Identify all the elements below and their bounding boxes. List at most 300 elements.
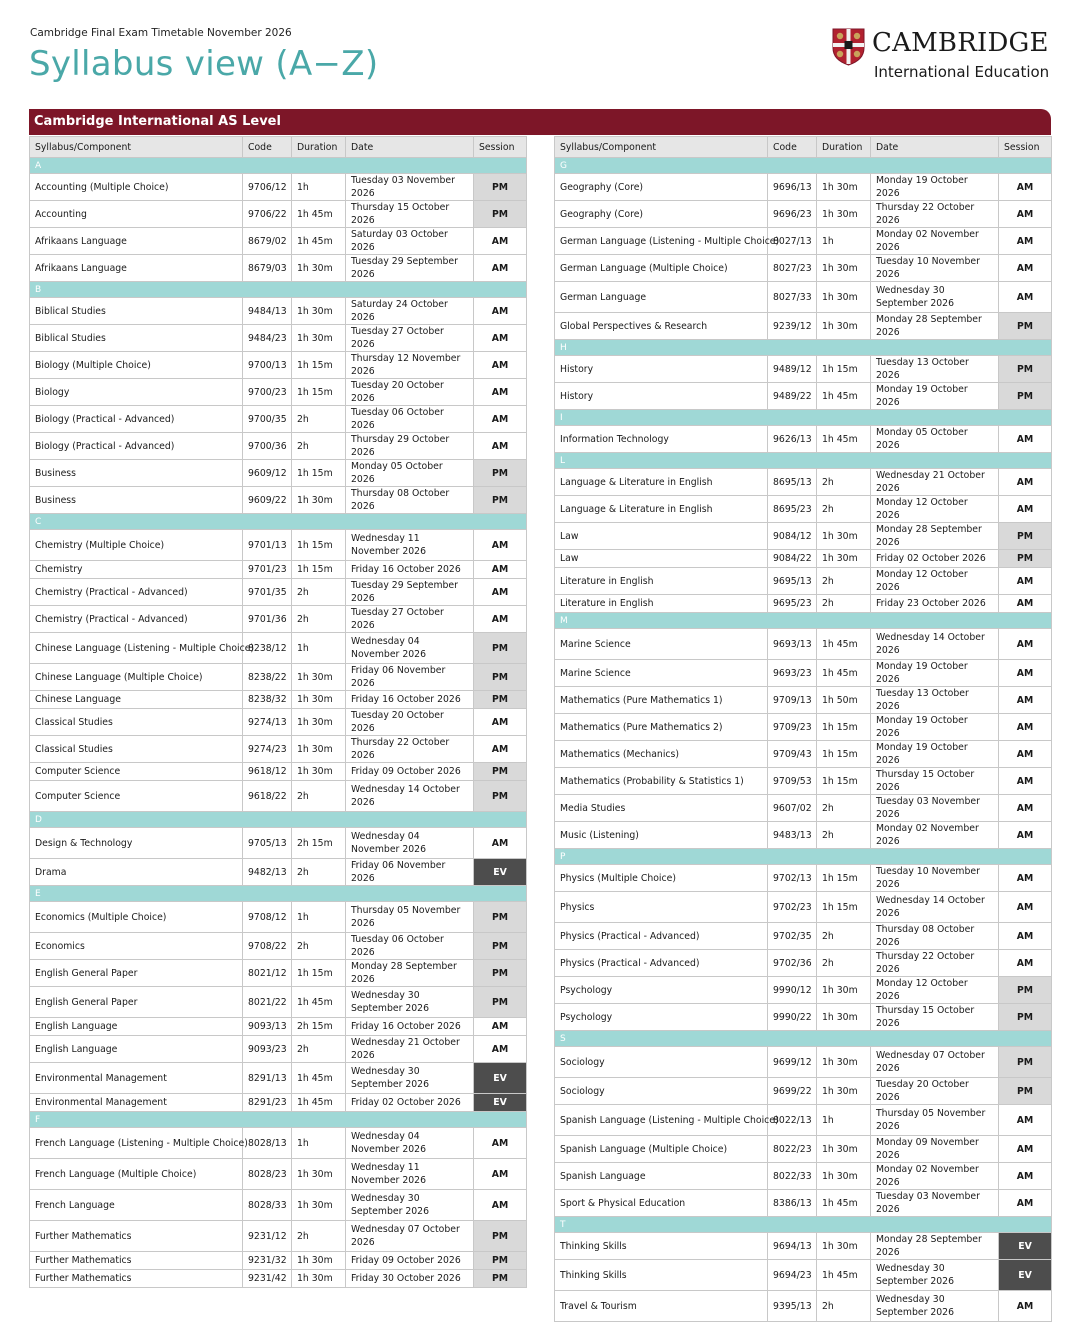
date-cell: Monday 02 November 2026 <box>871 228 999 255</box>
syllabus-cell: Global Perspectives & Research <box>555 313 768 340</box>
date-cell: Saturday 03 October 2026 <box>346 228 474 255</box>
duration-cell: 1h 45m <box>292 987 346 1018</box>
syllabus-cell: Computer Science <box>30 781 243 812</box>
code-cell: 8027/13 <box>768 228 817 255</box>
duration-cell: 1h <box>292 633 346 664</box>
date-cell: Tuesday 29 September 2026 <box>346 579 474 606</box>
letter-section-row <box>30 812 527 828</box>
letter-section-row <box>30 1112 527 1128</box>
syllabus-cell: Thinking Skills <box>555 1233 768 1260</box>
syllabus-cell: Spanish Language (Multiple Choice) <box>555 1136 768 1163</box>
header-row <box>555 137 1052 158</box>
letter-section-row <box>555 340 1052 356</box>
session-cell: AM <box>999 795 1052 822</box>
table-row <box>30 859 527 886</box>
table-row <box>555 568 1052 595</box>
col-date: Date <box>871 137 999 158</box>
date-cell: Wednesday 07 October 2026 <box>346 1221 474 1252</box>
session-cell: EV <box>474 1063 527 1094</box>
letter-section-row <box>555 453 1052 469</box>
table-row <box>30 298 527 325</box>
table-row <box>30 664 527 691</box>
duration-cell: 1h 15m <box>817 741 871 768</box>
syllabus-cell: Environmental Management <box>30 1094 243 1112</box>
code-cell: 9618/12 <box>243 763 292 781</box>
duration-cell: 1h 15m <box>817 892 871 923</box>
code-cell: 8291/23 <box>243 1094 292 1112</box>
duration-cell: 2h <box>292 606 346 633</box>
session-cell: AM <box>474 1036 527 1063</box>
section-letter: C <box>30 514 527 530</box>
section-letter: D <box>30 812 527 828</box>
date-cell: Thursday 08 October 2026 <box>346 487 474 514</box>
session-cell: AM <box>474 828 527 859</box>
session-cell: AM <box>999 174 1052 201</box>
letter-section-row <box>30 514 527 530</box>
table-row <box>30 255 527 282</box>
date-cell: Wednesday 30 September 2026 <box>346 987 474 1018</box>
session-cell: PM <box>999 383 1052 410</box>
date-cell: Thursday 29 October 2026 <box>346 433 474 460</box>
table-row <box>555 714 1052 741</box>
syllabus-cell: Mathematics (Probability & Statistics 1) <box>555 768 768 795</box>
duration-cell: 2h <box>817 469 871 496</box>
syllabus-cell: Chemistry (Practical - Advanced) <box>30 579 243 606</box>
table-row <box>30 933 527 960</box>
duration-cell: 1h 15m <box>292 379 346 406</box>
code-cell: 8027/33 <box>768 282 817 313</box>
code-cell: 9693/13 <box>768 629 817 660</box>
syllabus-cell: French Language (Multiple Choice) <box>30 1159 243 1190</box>
syllabus-cell: English Language <box>30 1018 243 1036</box>
duration-cell: 1h <box>292 174 346 201</box>
syllabus-cell: Physics (Practical - Advanced) <box>555 923 768 950</box>
code-cell: 9990/12 <box>768 977 817 1004</box>
date-cell: Tuesday 20 October 2026 <box>346 379 474 406</box>
code-cell: 9489/22 <box>768 383 817 410</box>
syllabus-cell: Chemistry (Multiple Choice) <box>30 530 243 561</box>
table-row <box>30 174 527 201</box>
duration-cell: 2h <box>292 406 346 433</box>
syllabus-cell: History <box>555 383 768 410</box>
table-row <box>30 1270 527 1288</box>
duration-cell: 1h 15m <box>817 768 871 795</box>
section-letter: A <box>30 158 527 174</box>
timetable-right <box>554 136 1052 1322</box>
table-row <box>30 633 527 664</box>
date-cell: Tuesday 06 October 2026 <box>346 933 474 960</box>
code-cell: 9708/12 <box>243 902 292 933</box>
syllabus-cell: Computer Science <box>30 763 243 781</box>
date-cell: Monday 19 October 2026 <box>871 383 999 410</box>
syllabus-cell: Literature in English <box>555 595 768 613</box>
syllabus-cell: Classical Studies <box>30 709 243 736</box>
date-cell: Monday 05 October 2026 <box>871 426 999 453</box>
section-letter: H <box>555 340 1052 356</box>
duration-cell: 1h 30m <box>292 763 346 781</box>
code-cell: 9708/22 <box>243 933 292 960</box>
duration-cell: 1h 30m <box>292 1159 346 1190</box>
session-cell: AM <box>474 255 527 282</box>
syllabus-cell: Mathematics (Pure Mathematics 1) <box>555 687 768 714</box>
col-syllabus: Syllabus/Component <box>30 137 243 158</box>
duration-cell: 2h <box>292 579 346 606</box>
code-cell: 9618/22 <box>243 781 292 812</box>
date-cell: Tuesday 03 November 2026 <box>346 174 474 201</box>
timetable-left <box>29 136 527 1288</box>
table-row <box>30 1018 527 1036</box>
syllabus-cell: Mathematics (Mechanics) <box>555 741 768 768</box>
date-cell: Tuesday 27 October 2026 <box>346 606 474 633</box>
table-row <box>30 1221 527 1252</box>
col-date: Date <box>346 137 474 158</box>
code-cell: 9489/12 <box>768 356 817 383</box>
syllabus-cell: Psychology <box>555 977 768 1004</box>
cambridge-logo <box>832 28 1052 84</box>
duration-cell: 2h 15m <box>292 828 346 859</box>
syllabus-cell: Law <box>555 550 768 568</box>
session-cell: PM <box>474 691 527 709</box>
date-cell: Wednesday 14 October 2026 <box>871 629 999 660</box>
syllabus-cell: History <box>555 356 768 383</box>
date-cell: Monday 02 November 2026 <box>871 822 999 849</box>
date-cell: Wednesday 30 September 2026 <box>871 1260 999 1291</box>
session-cell: PM <box>474 460 527 487</box>
duration-cell: 1h 30m <box>817 550 871 568</box>
duration-cell: 1h 30m <box>292 1190 346 1221</box>
syllabus-cell: Media Studies <box>555 795 768 822</box>
date-cell: Tuesday 20 October 2026 <box>346 709 474 736</box>
duration-cell: 1h 45m <box>817 660 871 687</box>
syllabus-cell: Further Mathematics <box>30 1252 243 1270</box>
section-letter: I <box>555 410 1052 426</box>
table-row <box>555 496 1052 523</box>
duration-cell: 2h <box>817 1291 871 1322</box>
letter-section-row <box>555 1031 1052 1047</box>
syllabus-cell: French Language <box>30 1190 243 1221</box>
table-row <box>555 356 1052 383</box>
code-cell: 8021/12 <box>243 960 292 987</box>
duration-cell: 1h 30m <box>817 282 871 313</box>
session-cell: AM <box>999 1136 1052 1163</box>
syllabus-cell: Economics (Multiple Choice) <box>30 902 243 933</box>
code-cell: 9990/22 <box>768 1004 817 1031</box>
duration-cell: 1h 30m <box>292 255 346 282</box>
duration-cell: 1h 15m <box>817 356 871 383</box>
duration-cell: 1h 30m <box>292 298 346 325</box>
table-row <box>30 530 527 561</box>
session-cell: AM <box>999 892 1052 923</box>
syllabus-cell: Biology (Practical - Advanced) <box>30 406 243 433</box>
date-cell: Monday 19 October 2026 <box>871 174 999 201</box>
duration-cell: 1h 45m <box>817 1190 871 1217</box>
session-cell: EV <box>999 1260 1052 1291</box>
date-cell: Thursday 12 November 2026 <box>346 352 474 379</box>
code-cell: 8028/33 <box>243 1190 292 1221</box>
session-cell: AM <box>999 228 1052 255</box>
letter-section-row <box>30 282 527 298</box>
date-cell: Thursday 22 October 2026 <box>346 736 474 763</box>
session-cell: AM <box>474 228 527 255</box>
syllabus-cell: Music (Listening) <box>555 822 768 849</box>
table-row <box>555 550 1052 568</box>
table-row <box>30 379 527 406</box>
code-cell: 9706/12 <box>243 174 292 201</box>
date-cell: Friday 06 November 2026 <box>346 859 474 886</box>
code-cell: 8021/22 <box>243 987 292 1018</box>
code-cell: 9701/35 <box>243 579 292 606</box>
code-cell: 9274/23 <box>243 736 292 763</box>
table-row <box>555 201 1052 228</box>
session-cell: PM <box>999 1047 1052 1078</box>
syllabus-cell: Further Mathematics <box>30 1270 243 1288</box>
letter-section-row <box>30 158 527 174</box>
date-cell: Tuesday 20 October 2026 <box>871 1078 999 1105</box>
syllabus-cell: German Language <box>555 282 768 313</box>
date-cell: Wednesday 04 November 2026 <box>346 828 474 859</box>
date-cell: Tuesday 10 November 2026 <box>871 255 999 282</box>
code-cell: 9231/12 <box>243 1221 292 1252</box>
date-cell: Tuesday 06 October 2026 <box>346 406 474 433</box>
date-cell: Tuesday 13 October 2026 <box>871 687 999 714</box>
code-cell: 9709/43 <box>768 741 817 768</box>
syllabus-cell: English Language <box>30 1036 243 1063</box>
code-cell: 9701/36 <box>243 606 292 633</box>
code-cell: 9607/02 <box>768 795 817 822</box>
session-cell: AM <box>474 1128 527 1159</box>
date-cell: Tuesday 03 November 2026 <box>871 795 999 822</box>
table-row <box>30 1190 527 1221</box>
session-cell: AM <box>999 1190 1052 1217</box>
session-cell: AM <box>999 660 1052 687</box>
duration-cell: 1h 15m <box>292 530 346 561</box>
logo-subtitle: International Education <box>874 63 1050 81</box>
duration-cell: 2h <box>292 433 346 460</box>
duration-cell: 2h <box>817 822 871 849</box>
table-row <box>555 795 1052 822</box>
table-row <box>555 1233 1052 1260</box>
session-cell: AM <box>999 687 1052 714</box>
syllabus-cell: Biology (Multiple Choice) <box>30 352 243 379</box>
section-letter: M <box>555 613 1052 629</box>
date-cell: Monday 28 September 2026 <box>871 523 999 550</box>
date-cell: Monday 19 October 2026 <box>871 714 999 741</box>
session-cell: PM <box>999 523 1052 550</box>
code-cell: 9702/36 <box>768 950 817 977</box>
syllabus-cell: Design & Technology <box>30 828 243 859</box>
code-cell: 9483/13 <box>768 822 817 849</box>
syllabus-cell: Environmental Management <box>30 1063 243 1094</box>
date-cell: Wednesday 30 September 2026 <box>346 1190 474 1221</box>
code-cell: 9699/12 <box>768 1047 817 1078</box>
duration-cell: 1h 45m <box>817 383 871 410</box>
session-cell: AM <box>999 426 1052 453</box>
table-row <box>30 828 527 859</box>
session-cell: AM <box>474 298 527 325</box>
table-row <box>30 606 527 633</box>
col-session: Session <box>999 137 1052 158</box>
col-code: Code <box>768 137 817 158</box>
syllabus-cell: French Language (Listening - Multiple Choice) <box>30 1128 243 1159</box>
code-cell: 9696/13 <box>768 174 817 201</box>
code-cell: 8238/22 <box>243 664 292 691</box>
code-cell: 9093/13 <box>243 1018 292 1036</box>
section-letter: T <box>555 1217 1052 1233</box>
session-cell: AM <box>999 629 1052 660</box>
session-cell: PM <box>474 1270 527 1288</box>
session-cell: AM <box>474 606 527 633</box>
date-cell: Monday 28 September 2026 <box>871 313 999 340</box>
duration-cell: 1h 30m <box>292 1270 346 1288</box>
table-row <box>30 1252 527 1270</box>
table-row <box>555 469 1052 496</box>
code-cell: 8028/13 <box>243 1128 292 1159</box>
duration-cell: 2h <box>817 595 871 613</box>
syllabus-cell: Physics <box>555 892 768 923</box>
session-cell: PM <box>999 1078 1052 1105</box>
table-row <box>30 960 527 987</box>
duration-cell: 1h 30m <box>817 201 871 228</box>
table-row <box>30 781 527 812</box>
session-cell: PM <box>474 664 527 691</box>
table-row <box>555 1136 1052 1163</box>
table-row <box>30 228 527 255</box>
session-cell: PM <box>474 1252 527 1270</box>
letter-section-row <box>555 1217 1052 1233</box>
date-cell: Thursday 15 October 2026 <box>871 1004 999 1031</box>
syllabus-cell: Afrikaans Language <box>30 228 243 255</box>
date-cell: Thursday 15 October 2026 <box>346 201 474 228</box>
code-cell: 8028/23 <box>243 1159 292 1190</box>
table-row <box>30 1094 527 1112</box>
session-cell: AM <box>474 530 527 561</box>
code-cell: 9231/42 <box>243 1270 292 1288</box>
code-cell: 8291/13 <box>243 1063 292 1094</box>
table-row <box>30 691 527 709</box>
duration-cell: 2h <box>817 923 871 950</box>
syllabus-cell: English General Paper <box>30 987 243 1018</box>
table-row <box>555 923 1052 950</box>
table-row <box>555 1105 1052 1136</box>
table-row <box>30 987 527 1018</box>
session-cell: PM <box>999 1004 1052 1031</box>
syllabus-cell: Literature in English <box>555 568 768 595</box>
duration-cell: 1h 30m <box>817 1047 871 1078</box>
table-row <box>30 902 527 933</box>
duration-cell: 1h 45m <box>817 1260 871 1291</box>
session-cell: AM <box>474 1190 527 1221</box>
session-cell: AM <box>999 595 1052 613</box>
syllabus-cell: German Language (Multiple Choice) <box>555 255 768 282</box>
syllabus-cell: Physics (Practical - Advanced) <box>555 950 768 977</box>
table-row <box>555 629 1052 660</box>
syllabus-cell: Drama <box>30 859 243 886</box>
table-row <box>30 352 527 379</box>
code-cell: 9609/22 <box>243 487 292 514</box>
letter-section-row <box>555 158 1052 174</box>
table-row <box>555 426 1052 453</box>
duration-cell: 1h 30m <box>817 1136 871 1163</box>
duration-cell: 2h <box>292 1221 346 1252</box>
table-row <box>555 383 1052 410</box>
duration-cell: 2h <box>817 795 871 822</box>
session-cell: AM <box>999 950 1052 977</box>
session-cell: PM <box>474 201 527 228</box>
duration-cell: 2h <box>817 568 871 595</box>
code-cell: 8238/12 <box>243 633 292 664</box>
duration-cell: 1h 45m <box>292 201 346 228</box>
duration-cell: 2h 15m <box>292 1018 346 1036</box>
letter-section-row <box>30 886 527 902</box>
syllabus-cell: Spanish Language <box>555 1163 768 1190</box>
session-cell: AM <box>999 741 1052 768</box>
session-cell: PM <box>474 763 527 781</box>
code-cell: 9484/23 <box>243 325 292 352</box>
duration-cell: 1h 45m <box>817 426 871 453</box>
section-letter: G <box>555 158 1052 174</box>
session-cell: AM <box>999 822 1052 849</box>
session-cell: AM <box>999 469 1052 496</box>
table-row <box>555 660 1052 687</box>
code-cell: 9709/13 <box>768 687 817 714</box>
date-cell: Wednesday 21 October 2026 <box>346 1036 474 1063</box>
page-title: Syllabus view (A−Z) <box>29 44 379 84</box>
table-row <box>555 892 1052 923</box>
date-cell: Friday 16 October 2026 <box>346 691 474 709</box>
date-cell: Monday 05 October 2026 <box>346 460 474 487</box>
date-cell: Tuesday 13 October 2026 <box>871 356 999 383</box>
duration-cell: 2h <box>292 1036 346 1063</box>
syllabus-cell: Business <box>30 487 243 514</box>
date-cell: Monday 19 October 2026 <box>871 741 999 768</box>
code-cell: 8695/23 <box>768 496 817 523</box>
session-cell: PM <box>474 1221 527 1252</box>
date-cell: Monday 12 October 2026 <box>871 977 999 1004</box>
syllabus-cell: Sociology <box>555 1047 768 1078</box>
header-row <box>30 137 527 158</box>
duration-cell: 1h 50m <box>817 687 871 714</box>
date-cell: Wednesday 11 November 2026 <box>346 530 474 561</box>
table-row <box>30 1128 527 1159</box>
syllabus-cell: Sociology <box>555 1078 768 1105</box>
syllabus-cell: German Language (Listening - Multiple Choice) <box>555 228 768 255</box>
session-cell: AM <box>474 1018 527 1036</box>
table-row <box>555 687 1052 714</box>
code-cell: 9695/23 <box>768 595 817 613</box>
syllabus-cell: Mathematics (Pure Mathematics 2) <box>555 714 768 741</box>
session-cell: EV <box>474 1094 527 1112</box>
code-cell: 9705/13 <box>243 828 292 859</box>
duration-cell: 1h 30m <box>817 1163 871 1190</box>
table-row <box>555 865 1052 892</box>
syllabus-cell: Language & Literature in English <box>555 469 768 496</box>
duration-cell: 1h 30m <box>292 1252 346 1270</box>
date-cell: Friday 06 November 2026 <box>346 664 474 691</box>
code-cell: 9084/12 <box>768 523 817 550</box>
duration-cell: 1h 15m <box>817 714 871 741</box>
duration-cell: 1h 30m <box>292 709 346 736</box>
duration-cell: 2h <box>817 496 871 523</box>
table-row <box>555 313 1052 340</box>
code-cell: 8679/02 <box>243 228 292 255</box>
session-cell: AM <box>999 568 1052 595</box>
date-cell: Monday 28 September 2026 <box>871 1233 999 1260</box>
duration-cell: 1h 30m <box>292 325 346 352</box>
code-cell: 9701/13 <box>243 530 292 561</box>
section-letter: F <box>30 1112 527 1128</box>
session-cell: PM <box>999 977 1052 1004</box>
code-cell: 9700/35 <box>243 406 292 433</box>
